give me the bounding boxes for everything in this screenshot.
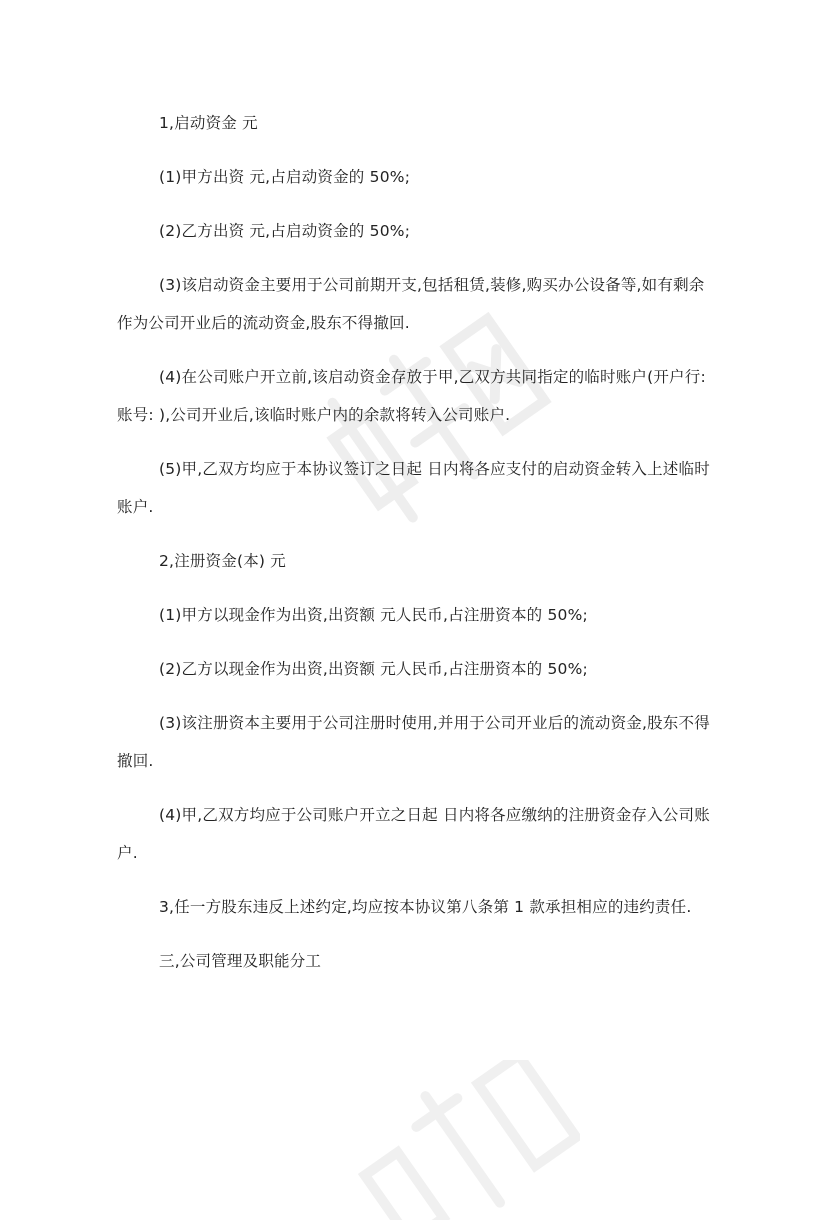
paragraph-capital-usage: (3)该注册资本主要用于公司注册时使用,并用于公司开业后的流动资金,股东不得撤回. [117, 714, 710, 770]
paragraph-temp-account: (4)在公司账户开立前,该启动资金存放于甲,乙双方共同指定的临时账户(开户行: 账号: ),公司开业后,该临时账户内的余款将转入公司账户. [117, 368, 706, 424]
section-heading-management: 三,公司管理及职能分工 [159, 952, 322, 970]
paragraph-breach: 3,任一方股东违反上述约定,均应按本协议第八条第 1 款承担相应的违约责任. [159, 898, 692, 916]
paragraph-party-a-capital: (1)甲方以现金作为出资,出资额 元人民币,占注册资本的 50%; [159, 606, 588, 624]
paragraph-transfer-deadline: (5)甲,乙双方均应于本协议签订之日起 日内将各应支付的启动资金转入上述临时账户. [117, 460, 710, 516]
paragraph-startup-fund: 1,启动资金 元 [159, 114, 258, 132]
document-body [117, 104, 717, 996]
paragraph-party-b-capital: (2)乙方以现金作为出资,出资额 元人民币,占注册资本的 50%; [159, 660, 588, 678]
paragraph-party-b-startup: (2)乙方出资 元,占启动资金的 50%; [159, 222, 411, 240]
paragraph-startup-usage: (3)该启动资金主要用于公司前期开支,包括租赁,装修,购买办公设备等,如有剩余作为公司开业后的流动资金,股东不得撤回. [117, 276, 705, 332]
paragraph-party-a-startup: (1)甲方出资 元,占启动资金的 50%; [159, 168, 411, 186]
paragraph-registered-capital: 2,注册资金(本) 元 [159, 552, 287, 570]
paragraph-capital-deposit: (4)甲,乙双方均应于公司账户开立之日起 日内将各应缴纳的注册资金存入公司账户. [117, 806, 710, 862]
watermark-seal-icon-bottom [320, 1060, 580, 1220]
